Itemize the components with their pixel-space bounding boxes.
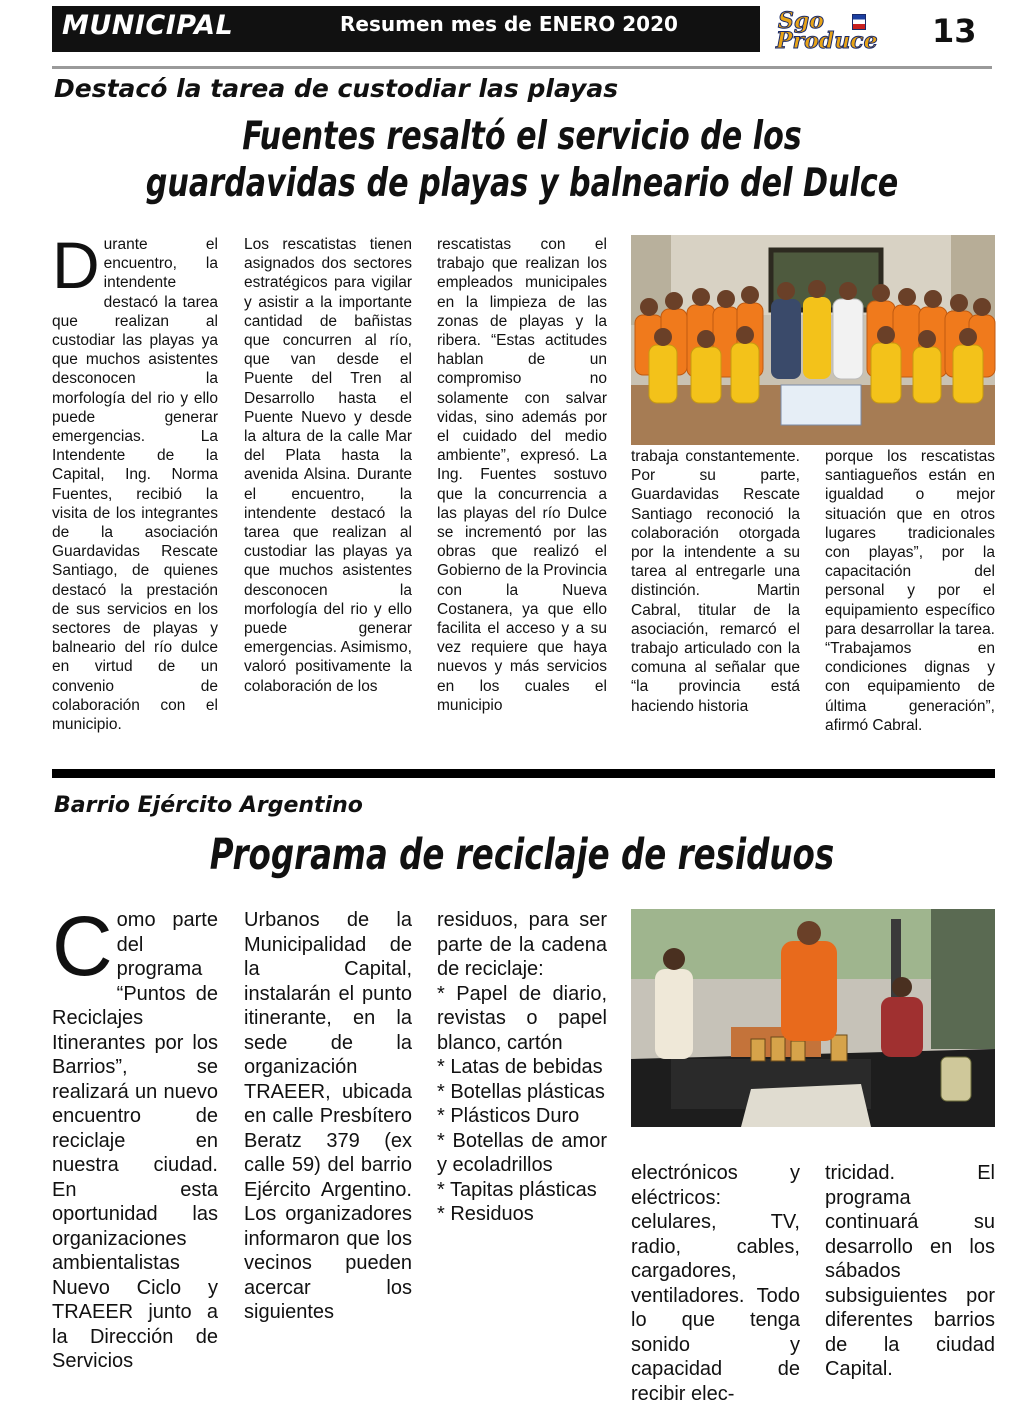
article1-column-5 bbox=[825, 447, 995, 755]
list-item: * Papel de diario, revistas o papel blanco, cartón bbox=[437, 982, 607, 1054]
article2-drop-cap: C bbox=[52, 899, 113, 993]
article-divider bbox=[52, 769, 995, 778]
article2-column-4 bbox=[631, 1161, 800, 1405]
page-number: 13 bbox=[932, 12, 977, 50]
list-item: * Botellas plásticas bbox=[437, 1080, 605, 1103]
article2-col2-text: Urbanos de la Municipalidad de la Capital, instalarán el punto itinerante, en la sede de la organización TRAEER, ubicada en calle Presbítero Beratz 379 (ex calle 59) del barrio Ejército Argentino. Los organizadores informaron que los vecinos pueden acercar los siguientes bbox=[244, 909, 412, 1323]
article2-col4-text: electrónicos y eléctricos: celulares, TV, radio, cables, cargadores, ventiladores. Todo lo que tenga sonido y capacidad de recibir elec- bbox=[631, 1162, 800, 1405]
article1-headline bbox=[92, 114, 952, 208]
article1-kicker: Destacó la tarea de custodiar las playas bbox=[54, 74, 619, 103]
article2-column-2 bbox=[244, 908, 412, 1383]
list-item: * Tapitas plásticas bbox=[437, 1178, 597, 1201]
article1-col3-text: rescatistas con el trabajo que realizan los empleados municipales en la limpieza de las zonas de playas y la ribera. “Estas actitudes hablan de un compromiso no solamente con salvar vidas, sino además por el cuidado del medio ambiente”, expresó. La Ing. Fuentes sostuvo que la concurrencia a las playas del río Dulce se incrementó por las obras que realizó el Gobierno de la Provincia con la Nueva Costanera, ya que ello facilita el acceso y a su vez requiere que haya nuevos y más servicios en los cuales el municipio bbox=[437, 236, 607, 714]
lifeguards-photo-illustration bbox=[631, 235, 995, 445]
article1-col4-text: trabaja constantemente. Por su parte, Guardavidas Rescate Santiago reconoció la colaboración otorgada por la intendente a su tarea al entregarle una distinción. Martin Cabral, titular de la asociación, remarcó el trabajo articulado con la comuna al señalar que “la provincia está haciendo historia bbox=[631, 448, 800, 715]
list-item: * Residuos bbox=[437, 1203, 534, 1225]
article2-col1-text: omo parte del programa “Puntos de Reciclajes Itinerantes por los Barrios”, se realizará un nuevo encuentro de reciclaje en nuestra ciudad. En esta oportunidad las organizaciones ambientalistas Nuevo Ciclo y TRAEER junto a la Dirección de Servicios bbox=[52, 909, 218, 1372]
issue-subtitle: Resumen mes de ENERO 2020 bbox=[340, 12, 678, 36]
article1-headline-line2: guardavidas de playas y balneario del Dulce bbox=[145, 160, 899, 206]
list-item: * Botellas de amor y ecoladrillos bbox=[437, 1129, 607, 1176]
lifeguards-group-photo bbox=[631, 235, 995, 445]
article1-column-2 bbox=[244, 235, 412, 755]
recycling-event-photo bbox=[631, 909, 995, 1127]
article1-headline-line1: Fuentes resaltó el servicio de los bbox=[242, 114, 802, 159]
article1-col5-text: porque los rescatistas santiagueños están en igualdad o mejor situación que en otros lugares tradicionales con playas”, por la capacitación del personal y por el equipamiento específico para desarrollar la tarea. “Trabajamos en condiciones dignas y con equipamiento de última generación”, afirmó Cabral. bbox=[825, 448, 995, 734]
list-item: * Latas de bebidas bbox=[437, 1056, 603, 1078]
article1-column-3 bbox=[437, 235, 607, 755]
article2-col3-intro: residuos, para ser parte de la cadena de reciclaje: bbox=[437, 909, 607, 980]
list-item: * Plásticos Duro bbox=[437, 1105, 580, 1127]
header-rule bbox=[52, 66, 992, 69]
section-title: MUNICIPAL bbox=[62, 10, 234, 41]
article2-column-1 bbox=[52, 899, 218, 1383]
article1-column-4 bbox=[631, 447, 800, 755]
article2-col5-text: tricidad. El programa continuará su desarrollo en los sábados subsiguientes por diferentes barrios de la ciudad Capital. bbox=[825, 1162, 995, 1380]
logo-bottom: Produce bbox=[776, 28, 878, 54]
article1-col2-text: Los rescatistas tienen asignados dos sectores estratégicos para vigilar y asistir a la importante cantidad de bañistas que concurren al río, que van desde el Puente del Tren al Desarrollo hasta el Puente Nuevo y desde la altura de la calle Mar del Plata hasta la avenida Alsina. Durante el encuentro, la intendente destacó la tarea que realizan al custodiar las playas ya que muchos asistentes desconocen la morfología del rio y ello puede generar emergencias. Asimismo, valoró positivamente la colaboración de los bbox=[244, 236, 412, 695]
logo-top: Sgo bbox=[778, 8, 824, 34]
article2-column-5 bbox=[825, 1161, 995, 1383]
article1-col1-text: urante el encuentro, la intendente destacó la tarea que realizan al custodiar las playas ya que muchos asistentes desconocen la morfología del rio y ello puede generar emergencias. La Intendente de la Capital, Ing. Norma Fuentes, recibió la visita de los integrantes de la asociación Guardavidas Rescate Santiago, de quienes destacó la prestación de sus servicios en los sectores de playas y balneario del río dulce en virtud de un convenio de colaboración con el municipio. bbox=[52, 236, 218, 734]
article2-headline: Programa de reciclaje de residuos bbox=[209, 830, 835, 880]
publication-logo bbox=[772, 8, 918, 52]
article2-column-3 bbox=[437, 908, 607, 1383]
recycling-photo-illustration bbox=[631, 909, 995, 1127]
article2-kicker: Barrio Ejército Argentino bbox=[54, 793, 363, 818]
article1-drop-cap: D bbox=[52, 228, 100, 302]
article1-column-1 bbox=[52, 228, 218, 755]
